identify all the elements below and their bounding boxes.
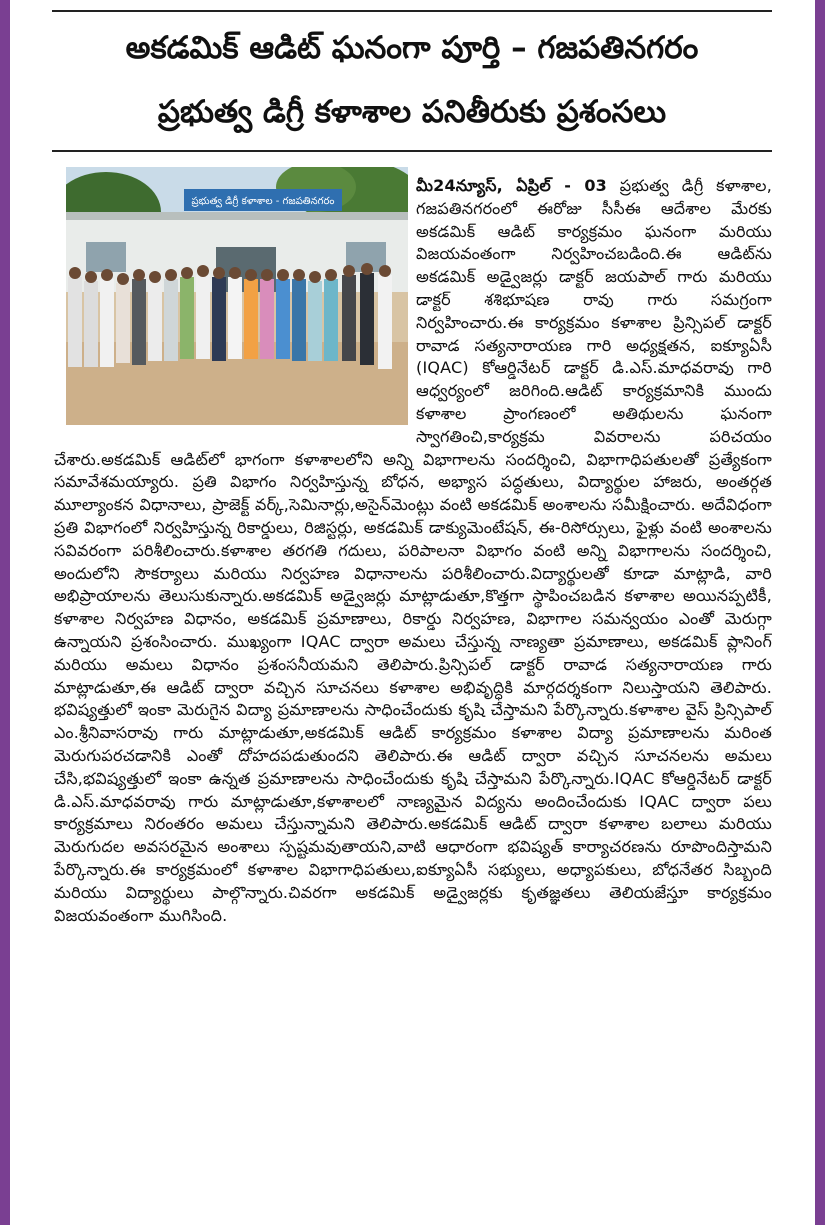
body-text: ప్రభుత్వ డిగ్రీ కళాశాల, గజపతినగరంలో ఈరోజు సీసీఈ ఆదేశాల మేరకు అకడమిక్ ఆడిట్ కార్యక్రమం ఘనంగా మరియు విజయవంతంగా నిర్వహించబడింది.ఈ ఆడిట్‌ను అకడమిక్ అడ్వైజర్లు డాక్టర్ జయపాల్ గారు మరియు డాక్టర్ శశిభూషణ రావు గారు సమగ్రంగా నిర్వహించారు.ఈ కార్యక్రమం కళాశాల ప్రిన్సిపల్ డాక్టర్ రావాడ సత్యనారాయణ గారి అధ్యక్షతన, ఐక్యూఏసీ (IQAC) కోఆర్డినేటర్ డాక్టర్ డి.ఎస్.మాధవరావు గారి ఆధ్వర్యంలో జరిగింది.ఆడిట్ కార్యక్రమానికి ముందు కళాశాల ప్రాంగణంలో అతిథులను ఘనంగా స్వాగతించి,కార్యక్రమ వివరాలను పరిచయం చేశారు.అకడమిక్ ఆడిట్‌లో భాగంగా కళాశాలలోని అన్ని విభాగాలను సందర్శించి, విభాగాధిపతులతో ప్రత్యేకంగా సమావేశమయ్యారు. ప్రతి విభాగం నిర్వహిస్తున్న బోధన, అభ్యాస పద్ధతులు, విద్యార్థుల హాజరు, అంతర్గత మూల్యాంకన విధానాలు, ప్రాజెక్ట్ వర్క్,సెమినార్లు,అసైన్‌మెంట్లు వంటి అకడమిక్ అంశాలను సమీక్షించారు. అదేవిధంగా ప్రతి విభాగంలో నిర్వహిస్తున్న రికార్డులు, రిజిస్టర్లు, అకడమిక్ డాక్యుమెంటేషన్, ఈ-రిసోర్సులు, ఫైళ్లు వంటి అంశాలను సవివరంగా పరిశీలించారు.కళాశాల తరగతి గదులు, పరిపాలనా విభాగం వంటి అన్ని విభాగాలను సందర్శించి, అందులోని సౌకర్యాలు మరియు నిర్వహణ విధానాలను పరిశీలించారు.విద్యార్థులతో కూడా మాట్లాడి, వారి అభిప్రాయాలను తెలుసుకున్నారు.అకడమిక్ అడ్వైజర్లు మాట్లాడుతూ,కొత్తగా స్థాపించబడిన కళాశాల అయినప్పటికీ, కళాశాల నిర్వహణ విధానం, అకడమిక్ ప్రమాణాలు, రికార్డు నిర్వహణ, విభాగాల సమన్వయం ఎంతో మెరుగ్గా ఉన్నాయని ప్రశంసించారు. ముఖ్యంగా IQAC ద్వారా అమలు చేస్తున్న నాణ్యతా ప్రమాణాలు, అకడమిక్ ప్లానింగ్ మరియు అమలు విధానం ప్రశంసనీయమని తెలిపారు.ప్రిన్సిపల్ డాక్టర్ రావాడ సత్యనారాయణ గారు మాట్లాడుతూ,ఈ ఆడిట్ ద్వారా వచ్చిన సూచనలు కళాశాల అభివృద్ధికి మార్గదర్శకంగా నిలుస్తాయని తెలిపారు. భవిష్యత్తులో ఇంకా మెరుగైన విద్యా ప్రమాణాలను సాధించేందుకు కృషి చేస్తామని పేర్కొన్నారు.కళాశాల వైస్ ప్రిన్సిపాల్ ఎం.శ్రీనివాసరావు గారు మాట్లాడుతూ,అకడమిక్ ఆడిట్ కార్యక్రమం కళాశాల విద్యా ప్రమాణాలను మరింత మెరుగుపరచడానికి ఎంతో దోహదపడుతుందని తెలిపారు.ఈ ఆడిట్ ద్వారా వచ్చిన సూచనలను అమలు చేసి,భవిష్యత్తులో ఇంకా ఉన్నత ప్రమాణాలను సాధించేందుకు కృషి చేస్తామని పేర్కొన్నారు.IQAC కోఆర్డినేటర్ డాక్టర్ డి.ఎస్.మాధవరావు గారు మాట్లాడుతూ,కళాశాలలో నాణ్యమైన విద్యను అందించేందుకు IQAC ద్వారా పలు కార్యక్రమాలు నిరంతరం అమలు చేస్తున్నామని తెలిపారు.అకడమిక్ ఆడిట్ ద్వారా కళాశాల బలాలు మరియు మెరుగుదల అవసరమైన అంశాలు స్పష్టమవుతాయని,వాటి ఆధారంగా భవిష్యత్ కార్యాచరణను రూపొందిస్తామని పేర్కొన్నారు.ఈ కార్యక్రమంలో కళాశాల విభాగాధిపతులు,ఐక్యూఏసీ సభ్యులు, అధ్యాపకులు, బోధనేతర సిబ్బంది మరియు విద్యార్థులు పాల్గొన్నారు.చివరగా అకడమిక్ అడ్వైజర్లకు కృతజ్ఞతలు తెలియజేస్తూ కార్యక్రమం విజయవంతంగా ముగిసింది. — [54, 176, 772, 925]
headline — [52, 16, 772, 144]
dateline: మీ24న్యూస్, ఏప్రిల్ - 03 — [416, 176, 607, 195]
article — [52, 10, 772, 925]
bottom-rule — [52, 150, 772, 152]
top-rule — [52, 10, 772, 12]
headline-line-1: అకడమిక్ ఆడిట్ ఘనంగా పూర్తి – గజపతినగరం — [125, 30, 699, 66]
photo-spacer — [54, 175, 416, 439]
headline-line-2: ప్రభుత్వ డిగ్రీ కళాశాల పనితీరుకు ప్రశంసలు — [157, 94, 667, 130]
article-body — [54, 175, 772, 927]
building-sign-text: ప్రభుత్వ డిగ్రీ కళాశాల - గజపతినగరం — [191, 196, 335, 207]
